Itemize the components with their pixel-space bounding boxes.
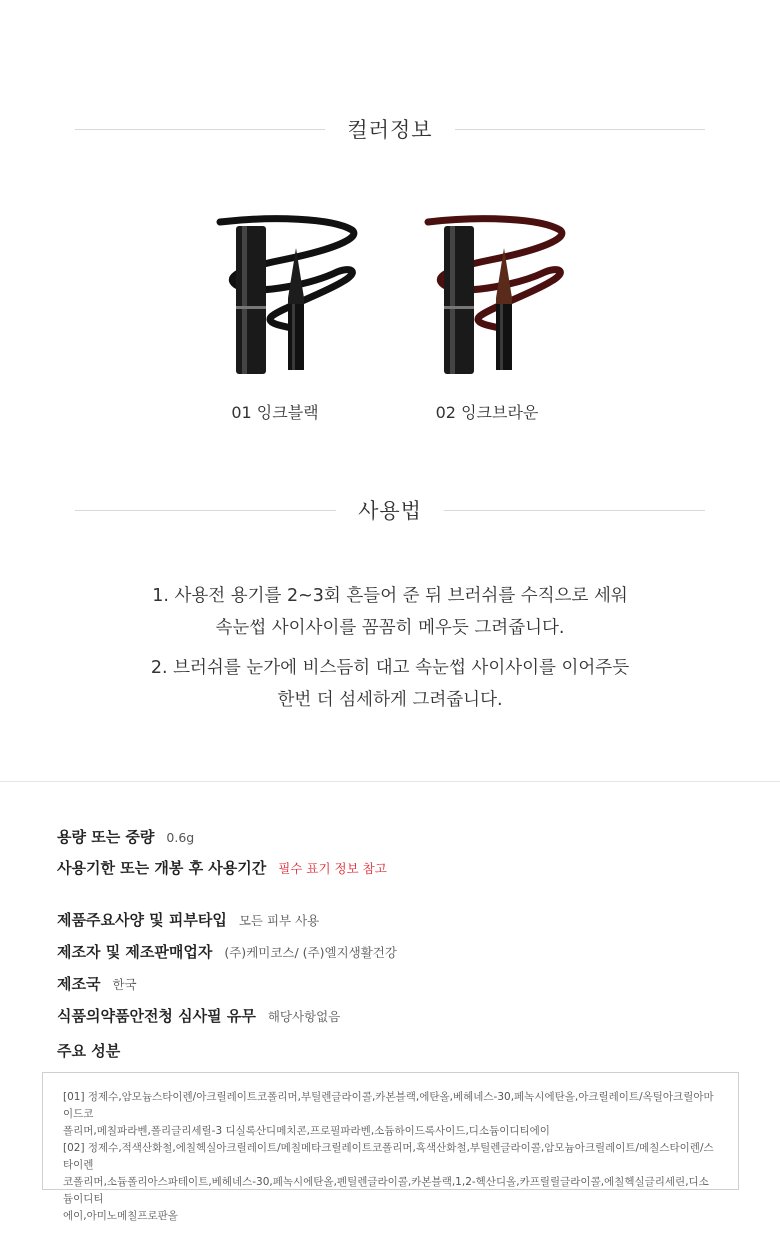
spec-expiry xyxy=(57,857,387,878)
ingredients-line: 폴리머,메칠파라벤,폴리글리세릴-3 디실록산디메치콘,프로필파라벤,소듐하이드록사이드,디소듐이디티에이 xyxy=(63,1125,550,1137)
color-label-black: 01 잉크블랙 xyxy=(231,403,319,422)
spec-key: 주요 성분 xyxy=(57,1042,121,1060)
section-divider xyxy=(0,781,780,782)
spec-value: 한국 xyxy=(112,977,137,992)
usage-header xyxy=(75,495,705,525)
spec-key: 식품의약품안전청 심사필 유무 xyxy=(57,1007,256,1025)
color-info-title: 컬러정보 xyxy=(347,118,433,142)
usage-step-1-line-1: 1. 사용전 용기를 2~3회 흔들어 준 뒤 브러쉬를 수직으로 세워 xyxy=(152,586,628,606)
divider-left xyxy=(75,129,325,130)
spec-value: (주)케미코스/ (주)엘지생활건강 xyxy=(224,945,397,960)
color-label-brown: 02 잉크브라운 xyxy=(435,403,539,422)
spec-capacity xyxy=(57,826,194,847)
product-image-brown xyxy=(420,208,570,378)
spec-ingredients-heading xyxy=(57,1040,120,1061)
divider-left xyxy=(75,510,336,511)
ingredients-line: 에이,아미노메칠프로판올 xyxy=(63,1210,178,1222)
spec-key: 제조자 및 제조판매업자 xyxy=(57,943,213,961)
usage-step-2-line-2: 한번 더 섬세하게 그려줍니다. xyxy=(277,690,503,710)
ingredients-line: [02] 정제수,적색산화철,에칠헥실아크릴레이트/메칠메타크릴레이트코폴리머,흑색산화철,부틸렌글라이콜,암모늄아크릴레이트/메칠스타이렌/스타이렌 xyxy=(63,1142,714,1171)
spec-value: 필수 표기 정보 참고 xyxy=(278,861,387,876)
divider-right xyxy=(444,510,705,511)
spec-manufacturer xyxy=(57,941,397,962)
usage-step-2-line-1: 2. 브러쉬를 눈가에 비스듬히 대고 속눈썹 사이사이를 이어주듯 xyxy=(150,658,630,678)
spec-skin-type xyxy=(57,909,319,930)
usage-step-2 xyxy=(0,652,780,716)
divider-right xyxy=(455,129,705,130)
spec-value: 모든 피부 사용 xyxy=(238,913,320,928)
spec-review xyxy=(57,1005,340,1026)
usage-step-1 xyxy=(0,580,780,644)
usage-title: 사용법 xyxy=(358,499,422,523)
spec-value: 해당사항없음 xyxy=(267,1009,341,1024)
spec-key: 용량 또는 중량 xyxy=(57,828,155,846)
ingredients-box xyxy=(42,1072,739,1222)
ingredients-line: [01] 정제수,암모늄스타이렌/아크릴레이트코폴리머,부틸렌글라이콜,카본블랙,에탄올,베헤네스-30,페녹시에탄올,아크릴레이트/옥틸아크릴아마이드코 xyxy=(63,1091,714,1120)
spec-value: 0.6g xyxy=(166,830,195,845)
spec-country xyxy=(57,973,137,994)
product-image-black xyxy=(212,208,362,378)
spec-key: 제조국 xyxy=(57,975,101,993)
ingredients-line: 코폴리머,소듐폴리아스파테이트,베헤네스-30,페녹시에탄올,펜틸렌글라이콜,카본블랙,1,2-헥산디올,카프릴릴글라이콜,에칠헥실글리세린,디소듐이디티 xyxy=(63,1176,709,1205)
color-info-header xyxy=(75,114,705,144)
spec-key: 사용기한 또는 개봉 후 사용기간 xyxy=(57,859,267,877)
usage-step-1-line-2: 속눈썹 사이사이를 꼼꼼히 메우듯 그려줍니다. xyxy=(215,618,565,638)
spec-key: 제품주요사양 및 피부타입 xyxy=(57,911,227,929)
